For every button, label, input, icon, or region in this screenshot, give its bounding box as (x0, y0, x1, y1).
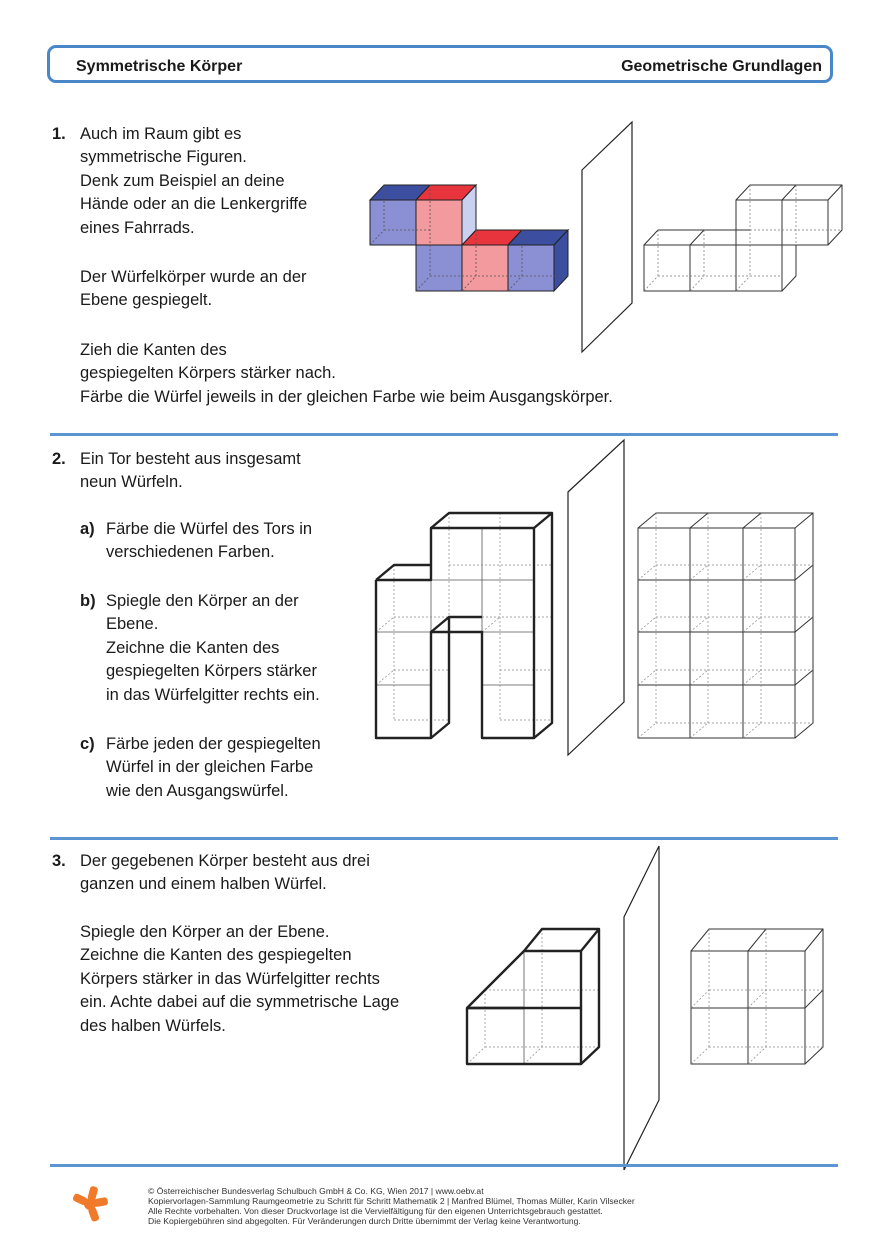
text-line: Spiegle den Körper an der (106, 592, 299, 610)
text-line: wie den Ausgangswürfel. (106, 781, 289, 800)
text-line: Ebene gespiegelt. (80, 291, 213, 310)
half-cube-body-outline (467, 929, 599, 1064)
text-line: Färbe jeden der gespiegelten (106, 735, 321, 753)
text-line: Körpers stärker in das Würfelgitter rechts (80, 969, 380, 988)
text-line: eines Fahrrads. (80, 218, 195, 237)
text-line: Zieh die Kanten des (80, 341, 227, 359)
text-line: in das Würfelgitter rechts ein. (106, 685, 320, 704)
text-line: Färbe die Würfel des Tors in (106, 520, 313, 538)
text-line: Ein Tor besteht aus insgesamt (80, 450, 301, 468)
section-divider (50, 1164, 838, 1167)
text-line: ganzen und einem halben Würfel. (80, 875, 327, 894)
task1-number: 1. (52, 125, 66, 143)
mirror-plane (624, 846, 659, 1170)
text-line: Zeichne die Kanten des gespiegelten (80, 946, 352, 965)
text-line: symmetrische Figuren. (80, 148, 247, 167)
text-line: Färbe die Würfel jeweils in der gleichen Farbe wie beim Ausgangskörper. (80, 387, 613, 406)
footer-line: Kopiervorlagen-Sammlung Raumgeometrie zu Schritt für Schritt Mathematik 2 | Manfred Blümel, Thomas Müller, Karin Vilsecker (148, 1196, 635, 1206)
text-line: Spiegle den Körper an der Ebene. (80, 923, 330, 941)
footer-line: © Österreichischer Bundesverlag Schulbuch GmbH & Co. KG, Wien 2017 | www.oebv.at (148, 1186, 484, 1196)
text-line: ein. Achte dabei auf die symmetrische Lage (80, 993, 400, 1012)
task3-number: 3. (52, 852, 66, 870)
text-line: Auch im Raum gibt es (80, 125, 242, 143)
footer-copyright (148, 1186, 635, 1226)
text-line: Denk zum Beispiel an deine (80, 171, 285, 190)
task2-a-label: a) (80, 520, 95, 538)
text-line: des halben Würfels. (80, 1016, 226, 1035)
footer-line: Die Kopiergebühren sind abgegolten. Für Veränderungen durch Dritte übernimmt der Verlag keine Verantwortung. (148, 1216, 581, 1226)
text-line: Zeichne die Kanten des (106, 638, 280, 657)
header-left-title: Symmetrische Körper (76, 58, 243, 75)
task2-number: 2. (52, 450, 66, 468)
header-right-title: Geometrische Grundlagen (621, 58, 822, 75)
text-line: Hände oder an die Lenkergriffe (80, 195, 308, 214)
text-line: Der Würfelkörper wurde an der (80, 268, 307, 286)
text-line: Der gegebenen Körper besteht aus drei (80, 852, 370, 870)
text-line: Ebene. (106, 615, 159, 634)
cube-grid (691, 929, 823, 1064)
task2-b-label: b) (80, 592, 96, 610)
footer-line: Alle Rechte vorbehalten. Von dieser Druckvorlage ist die Vervielfältigung für den eigenen Unterrichtsgebrauch gestattet. (148, 1206, 603, 1216)
text-line: neun Würfeln. (80, 473, 183, 492)
text-line: verschiedenen Farben. (106, 543, 275, 562)
task2-c-label: c) (80, 735, 95, 753)
text-line: gespiegelten Körpers stärker (106, 662, 317, 681)
text-line: Würfel in der gleichen Farbe (106, 758, 314, 777)
text-line: gespiegelten Körpers stärker nach. (80, 364, 336, 383)
publisher-logo-icon (70, 1184, 110, 1224)
